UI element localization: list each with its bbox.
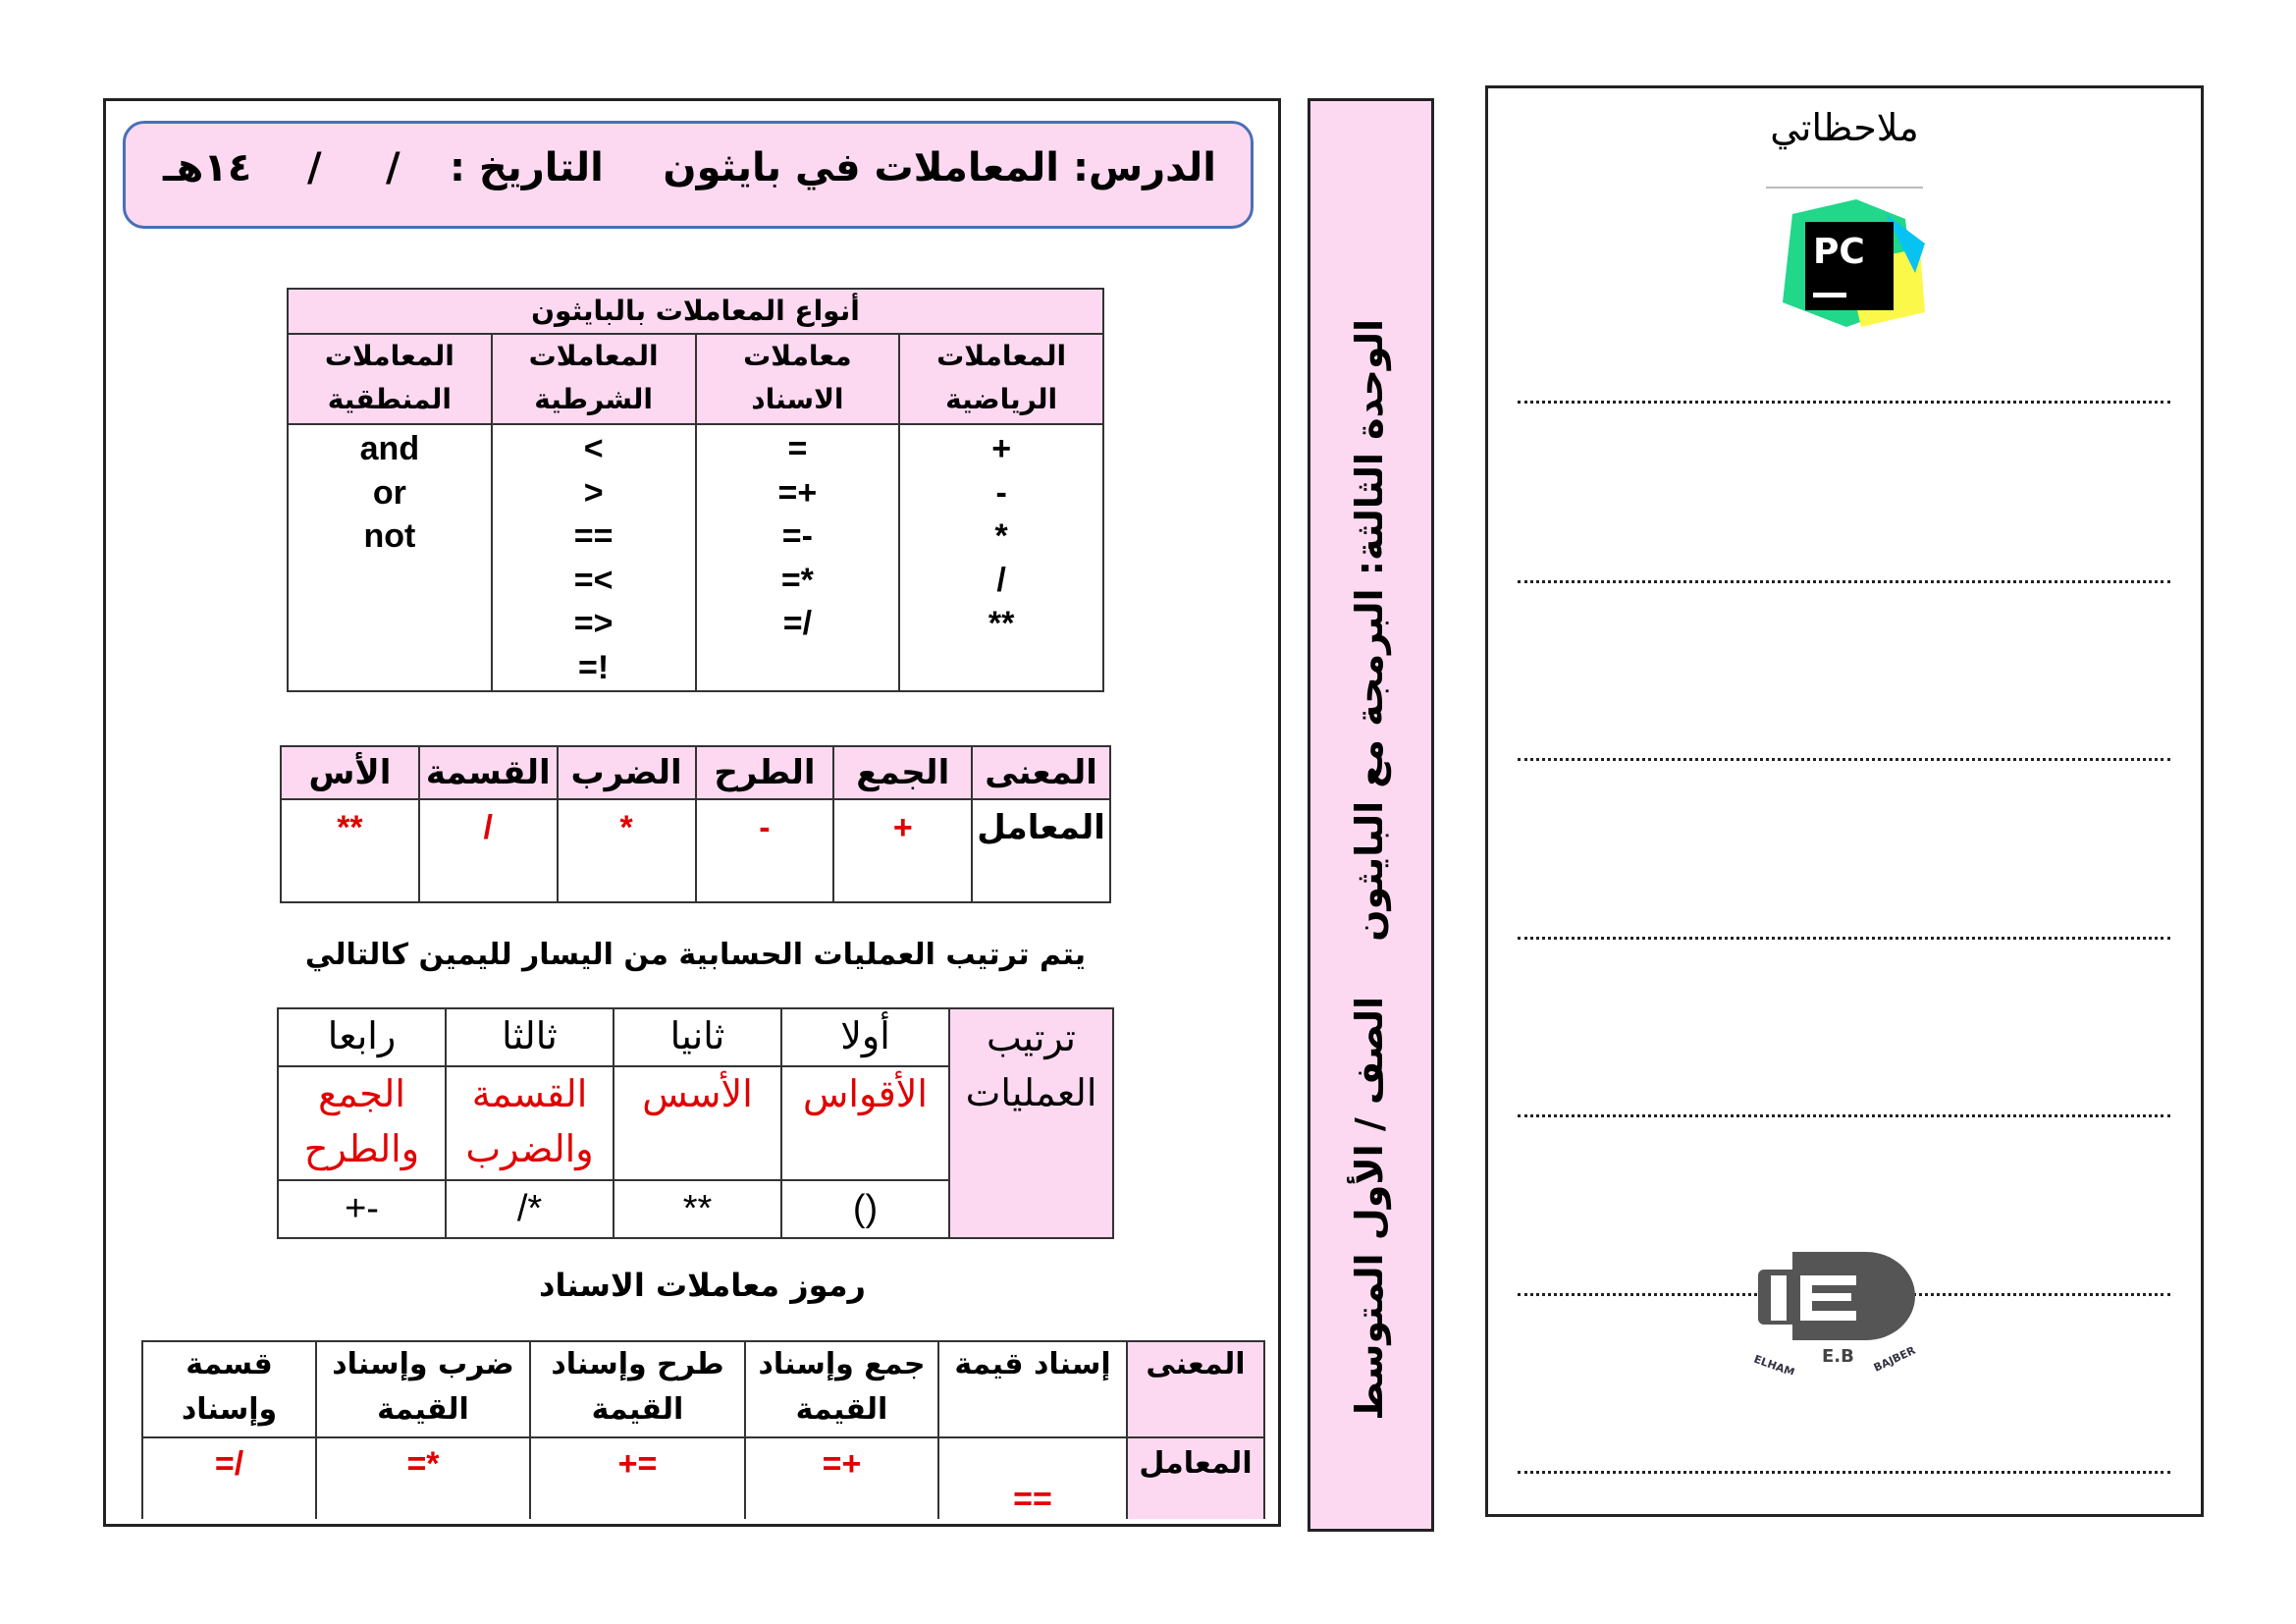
list-item: = xyxy=(787,430,808,467)
rank-cell: رابعا xyxy=(278,1008,446,1066)
list-item: *= xyxy=(780,561,814,599)
meaning-cell: الجمع xyxy=(833,746,972,799)
list-item: القيمة xyxy=(377,1392,469,1427)
list-item: >= xyxy=(573,561,614,599)
operator-list xyxy=(696,424,900,691)
header-line: الشرطية xyxy=(534,383,654,415)
list-item: /= xyxy=(782,605,813,642)
list-item: < xyxy=(583,473,604,512)
note-line xyxy=(1518,937,2170,940)
list-item: += xyxy=(777,473,818,512)
svg-text:E.B: E.B xyxy=(1822,1346,1854,1367)
list-item: - xyxy=(995,473,1007,512)
label-line: ترتيب xyxy=(987,1018,1076,1059)
list-item: and xyxy=(359,430,420,467)
list-item: جمع وإسناد xyxy=(758,1347,926,1381)
header-line: المعاملات xyxy=(936,340,1067,372)
pycharm-logo-icon xyxy=(1778,194,1925,342)
list-item: not xyxy=(363,517,416,555)
assignment-section-title: رموز معاملات الاسناد xyxy=(539,1267,866,1304)
list-item: طرح وإسناد xyxy=(551,1347,724,1381)
meaning-label: المعنى xyxy=(1127,1341,1264,1437)
header-line: المعاملات xyxy=(324,340,454,372)
operator-cell: =+ xyxy=(530,1437,745,1519)
hijri-year: ١٤هـ xyxy=(163,145,252,190)
meaning-label: المعنى xyxy=(972,746,1110,799)
operation-symbol: ** xyxy=(614,1180,781,1238)
operator-cell: == xyxy=(938,1437,1127,1519)
operator-cell: *= xyxy=(316,1437,530,1519)
meaning-cell: الضرب xyxy=(558,746,696,799)
divider xyxy=(1766,187,1923,189)
header-line: المنطقية xyxy=(327,383,452,415)
notes-panel xyxy=(1485,85,2204,1517)
lesson-header xyxy=(123,121,1254,229)
list-item: <= xyxy=(573,605,614,642)
operator-cell: += xyxy=(745,1437,938,1519)
svg-text:ELHAM: ELHAM xyxy=(1753,1352,1797,1375)
operator-cell: /= xyxy=(142,1437,316,1519)
grade-title: الصف / الأول المتوسط xyxy=(1348,997,1391,1421)
list-item: إسناد قيمة xyxy=(954,1347,1111,1381)
rank-cell: ثالثا xyxy=(446,1008,614,1066)
note-line xyxy=(1518,580,2170,583)
label-line: العمليات xyxy=(965,1073,1097,1114)
column-header xyxy=(288,334,492,424)
operator-cell: - xyxy=(696,799,834,902)
operator-cell: / xyxy=(419,799,558,902)
meaning-cell xyxy=(316,1341,530,1437)
operation-symbol: -+ xyxy=(278,1180,446,1238)
operator-cell: + xyxy=(833,799,972,902)
column-header xyxy=(899,334,1103,424)
operation-name xyxy=(781,1066,949,1180)
table-title: أنواع المعاملات بالبايثون xyxy=(288,289,1103,334)
column-header xyxy=(696,334,900,424)
meaning-cell xyxy=(142,1341,316,1437)
notes-title: ملاحظاتي xyxy=(1770,106,1919,149)
operator-cell: ** xyxy=(281,799,419,902)
meaning-cell: الطرح xyxy=(696,746,834,799)
operation-symbol: */ xyxy=(446,1180,614,1238)
list-item: == xyxy=(573,517,614,555)
operator-label: المعامل xyxy=(972,799,1110,902)
header-line: الاسناد xyxy=(751,383,844,415)
list-item: الأقواس xyxy=(803,1074,928,1115)
operator-list xyxy=(492,424,696,691)
note-line xyxy=(1518,758,2170,761)
order-side-label xyxy=(949,1008,1113,1238)
meaning-cell: القسمة xyxy=(419,746,558,799)
list-item: * xyxy=(994,517,1008,555)
list-item: الجمع xyxy=(318,1074,405,1115)
lesson-title: الدرس: المعاملات في بايثون xyxy=(663,145,1216,190)
svg-text:BAJBER: BAJBER xyxy=(1871,1343,1918,1375)
note-line xyxy=(1518,1471,2170,1474)
unit-side-strip xyxy=(1308,98,1434,1532)
operator-list xyxy=(899,424,1103,691)
operator-cell: * xyxy=(558,799,696,902)
list-item: الأسس xyxy=(642,1074,753,1115)
unit-title: الوحدة الثالثة: البرمجة مع البايثون xyxy=(1348,319,1391,942)
operation-symbol: () xyxy=(781,1180,949,1238)
svg-text:PC: PC xyxy=(1813,232,1865,272)
note-line xyxy=(1518,401,2170,404)
order-sentence: يتم ترتيب العمليات الحسابية من اليسار لليمين كالتالي xyxy=(304,938,1087,972)
column-header xyxy=(492,334,696,424)
meaning-cell xyxy=(938,1341,1127,1437)
rank-cell: أولا xyxy=(781,1008,949,1066)
header-line: معاملات xyxy=(743,340,852,372)
eb-logo-icon xyxy=(1753,1252,1930,1375)
date-label: التاريخ : xyxy=(450,145,604,190)
order-of-operations-table xyxy=(277,1007,1114,1239)
list-item: != xyxy=(578,648,610,686)
note-line xyxy=(1518,1114,2170,1117)
list-item: > xyxy=(583,430,604,467)
list-item: القسمة xyxy=(471,1074,588,1115)
list-item: وإسناد xyxy=(181,1392,278,1427)
assignment-operators-table xyxy=(141,1340,1265,1519)
list-item: / xyxy=(996,561,1006,599)
operation-name xyxy=(614,1066,781,1180)
list-item: والضرب xyxy=(465,1129,594,1170)
list-item: or xyxy=(372,473,406,512)
list-item: القيمة xyxy=(591,1392,684,1427)
list-item: + xyxy=(991,430,1012,467)
meaning-cell: الأس xyxy=(281,746,419,799)
header-line: الرياضية xyxy=(945,383,1058,415)
header-line: المعاملات xyxy=(528,340,659,372)
operation-name xyxy=(278,1066,446,1180)
list-item: قسمة xyxy=(186,1347,273,1381)
date-slash: / xyxy=(307,145,322,190)
operation-name xyxy=(446,1066,614,1180)
list-item: ** xyxy=(988,605,1015,642)
operator-types-table xyxy=(287,288,1104,692)
operator-list xyxy=(288,424,492,691)
list-item: القيمة xyxy=(795,1392,888,1427)
list-item: ضرب وإسناد xyxy=(332,1347,514,1381)
rank-cell: ثانيا xyxy=(614,1008,781,1066)
list-item: والطرح xyxy=(303,1129,420,1170)
meaning-cell xyxy=(745,1341,938,1437)
arithmetic-operators-table xyxy=(280,745,1111,903)
date-slash: / xyxy=(386,145,400,190)
meaning-cell xyxy=(530,1341,745,1437)
operator-label: المعامل xyxy=(1127,1437,1264,1519)
list-item: -= xyxy=(781,517,813,555)
